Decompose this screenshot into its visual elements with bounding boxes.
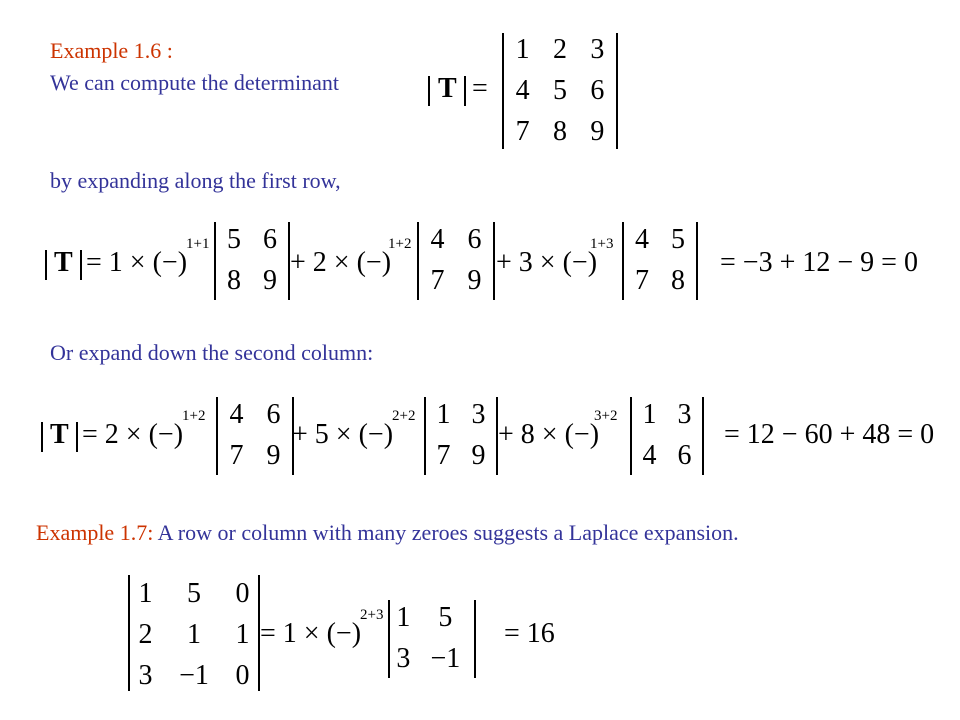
matrix-cell: 1 bbox=[515, 33, 530, 65]
minor-matrix bbox=[388, 600, 476, 678]
T-symbol: T bbox=[54, 247, 73, 278]
minor-cell: −1 bbox=[430, 642, 461, 674]
term-exponent: 1+2 bbox=[182, 408, 206, 424]
minor-matrix bbox=[417, 222, 495, 300]
minor-cell: 8 bbox=[227, 264, 241, 296]
minor-matrix bbox=[630, 397, 704, 475]
term-exponent: 1+1 bbox=[186, 236, 210, 252]
term-exponent: 3+2 bbox=[594, 408, 618, 424]
minor-cell: 3 bbox=[677, 398, 692, 430]
minor-cell: 4 bbox=[635, 223, 649, 255]
example-1-6-heading: Example 1.6 : bbox=[50, 38, 173, 63]
minor-cell: 4 bbox=[229, 398, 244, 430]
minor-cell: 9 bbox=[471, 439, 486, 471]
term-exponent: 1+3 bbox=[590, 236, 614, 252]
matrix-cell: −1 bbox=[179, 659, 209, 691]
minor-cell: 9 bbox=[266, 439, 281, 471]
term-coef: = 1 × (−) bbox=[260, 618, 362, 649]
example-1-7-result: = 16 bbox=[504, 618, 555, 649]
matrix-cell: 6 bbox=[590, 74, 605, 106]
matrix-cell: 5 bbox=[552, 74, 567, 106]
minor-cell: 7 bbox=[229, 439, 244, 471]
matrix-cell: 8 bbox=[552, 115, 567, 147]
minor-cell: 6 bbox=[467, 223, 482, 255]
term-coef: + 8 × (−) bbox=[498, 419, 600, 450]
minor-cell: 1 bbox=[396, 601, 411, 633]
matrix-cell: 1 bbox=[186, 618, 201, 650]
minor-cell: 3 bbox=[396, 642, 411, 674]
minor-cell: 4 bbox=[430, 223, 445, 255]
matrix-cell: 7 bbox=[515, 115, 530, 147]
term-exponent: 2+3 bbox=[360, 607, 384, 623]
matrix-cell: 5 bbox=[186, 577, 201, 609]
minor-cell: 8 bbox=[671, 264, 685, 296]
matrix-cell: 3 bbox=[590, 33, 605, 65]
column-expansion-text: Or expand down the second column: bbox=[50, 340, 374, 365]
example-1-7-equation bbox=[260, 607, 400, 659]
equals-sign: = bbox=[472, 73, 488, 104]
term-coef: = 2 × (−) bbox=[82, 419, 184, 450]
term-exponent: 2+2 bbox=[392, 408, 416, 424]
minor-cell: 3 bbox=[471, 398, 486, 430]
minor-matrix bbox=[214, 222, 290, 300]
minor-cell: 7 bbox=[436, 439, 451, 471]
matrix-cell: 0 bbox=[235, 577, 250, 609]
minor-cell: 5 bbox=[671, 223, 685, 255]
example-1-7-text: A row or column with many zeroes suggests a Laplace expansion. bbox=[153, 520, 739, 545]
minor-matrix bbox=[424, 397, 498, 475]
matrix-cell: 4 bbox=[515, 74, 530, 106]
minor-cell: 9 bbox=[263, 264, 277, 296]
minor-cell: 6 bbox=[266, 398, 281, 430]
minor-cell: 5 bbox=[227, 223, 241, 255]
matrix-cell: 1 bbox=[138, 577, 153, 609]
matrix-cell: 2 bbox=[138, 618, 153, 650]
minor-cell: 1 bbox=[642, 398, 657, 430]
example-1-7-heading: Example 1.7: bbox=[36, 520, 154, 545]
matrix-T bbox=[502, 33, 618, 149]
example-1-6-intro: We can compute the determinant bbox=[50, 70, 339, 95]
matrix-cell: 0 bbox=[235, 659, 250, 691]
term-exponent: 1+2 bbox=[388, 236, 412, 252]
matrix-example-1-7 bbox=[128, 575, 260, 691]
T-symbol: T bbox=[50, 419, 69, 450]
column-expansion-result: = 12 − 60 + 48 = 0 bbox=[724, 419, 935, 450]
minor-cell: 7 bbox=[635, 264, 649, 296]
minor-cell: 4 bbox=[642, 439, 657, 471]
minor-cell: 6 bbox=[677, 439, 692, 471]
minor-matrix bbox=[216, 397, 294, 475]
minor-matrix bbox=[622, 222, 698, 300]
minor-cell: 7 bbox=[430, 264, 445, 296]
term-coef: = 1 × (−) bbox=[86, 247, 188, 278]
matrix-cell: 2 bbox=[552, 33, 567, 65]
minor-cell: 5 bbox=[438, 601, 453, 633]
T-symbol: T bbox=[438, 73, 457, 104]
row-expansion-text: by expanding along the first row, bbox=[50, 168, 341, 193]
term-coef: + 3 × (−) bbox=[496, 247, 598, 278]
minor-cell: 1 bbox=[436, 398, 451, 430]
minor-cell: 9 bbox=[467, 264, 482, 296]
term-coef: + 5 × (−) bbox=[292, 419, 394, 450]
example-1-7-line bbox=[36, 520, 739, 546]
matrix-cell: 1 bbox=[235, 618, 250, 650]
matrix-cell: 9 bbox=[590, 115, 605, 147]
row-expansion-result: = −3 + 12 − 9 = 0 bbox=[720, 247, 918, 278]
term-coef: + 2 × (−) bbox=[290, 247, 392, 278]
minor-cell: 6 bbox=[263, 223, 277, 255]
matrix-cell: 3 bbox=[138, 659, 153, 691]
